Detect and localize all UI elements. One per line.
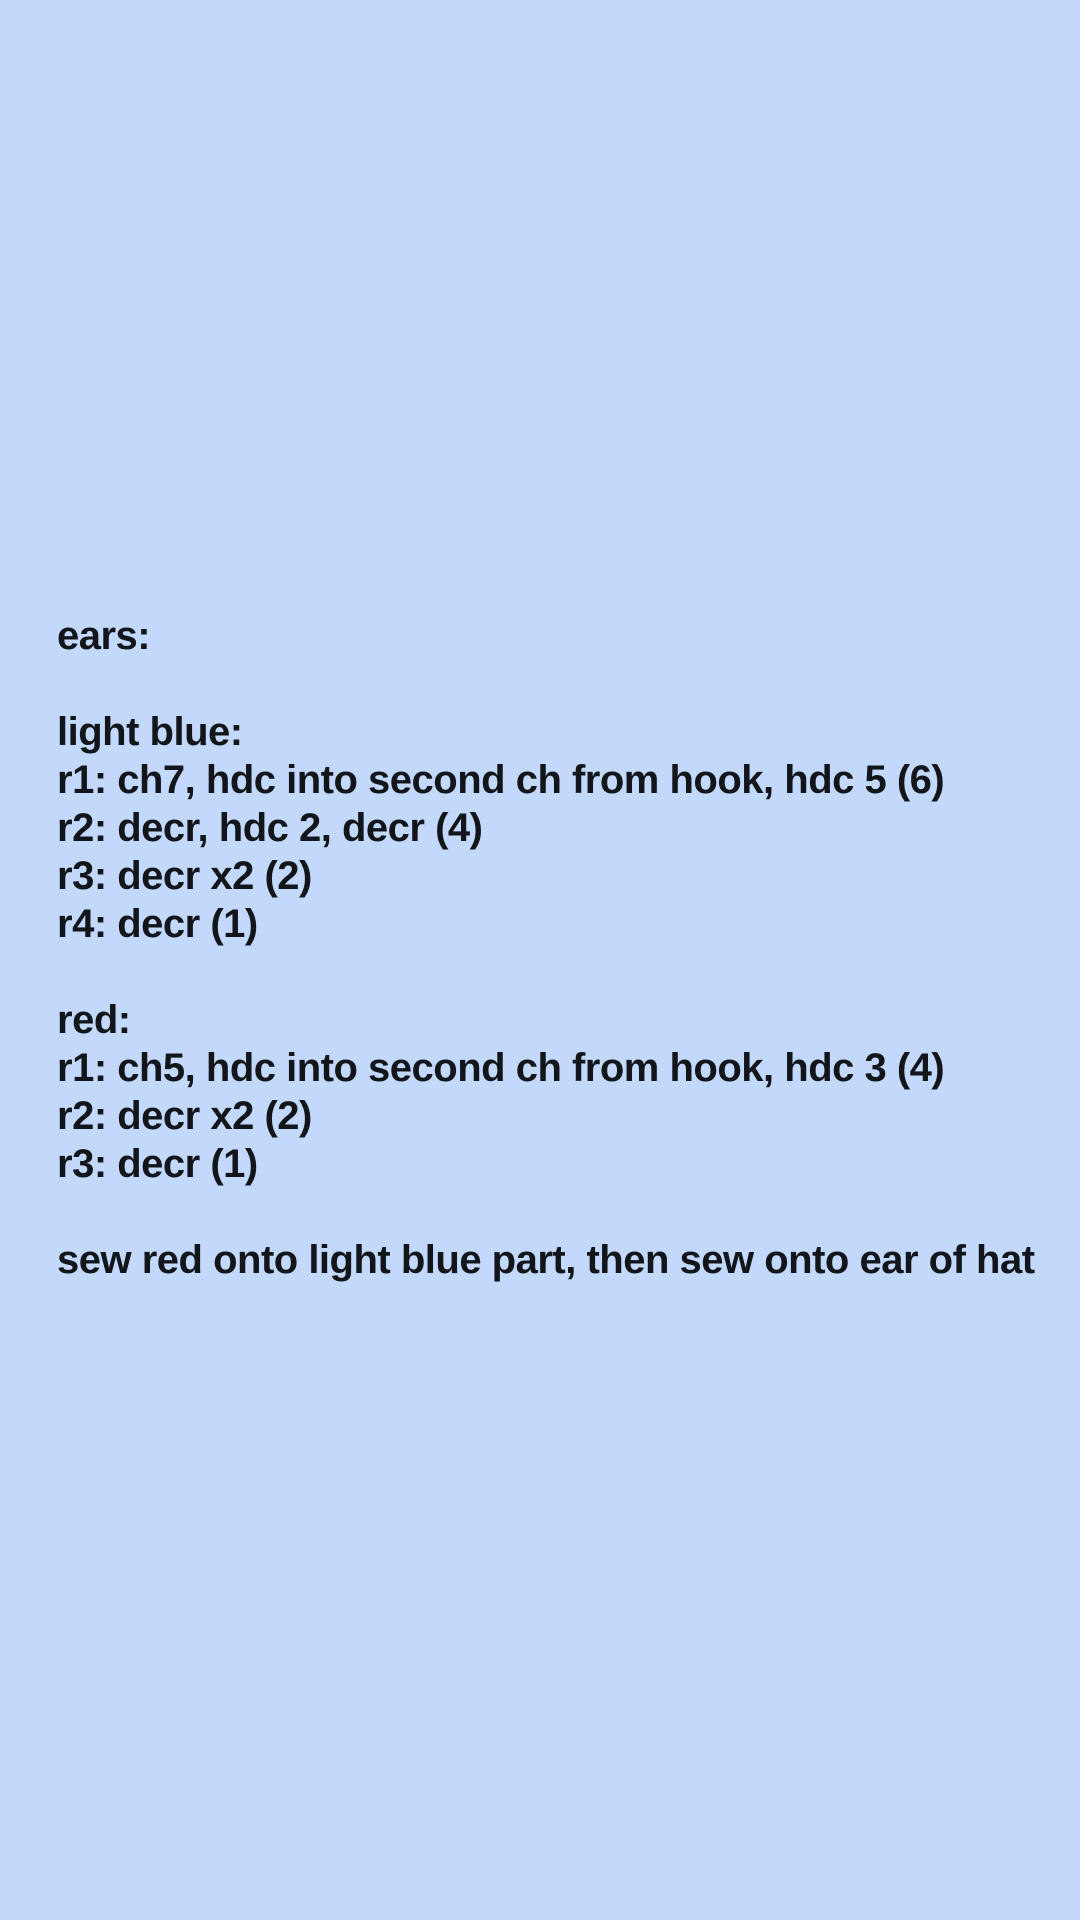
pattern-row: r2: decr x2 (2) [57, 1094, 312, 1138]
pattern-row: r2: decr, hdc 2, decr (4) [57, 806, 483, 850]
part-name: red: [57, 998, 131, 1042]
pattern-row: r1: ch5, hdc into second ch from hook, hdc 3 (4) [57, 1046, 945, 1090]
part-red [57, 996, 1047, 1188]
pattern-row: r3: decr (1) [57, 1142, 258, 1186]
section-title: ears: [57, 614, 151, 658]
pattern-row: r3: decr x2 (2) [57, 854, 312, 898]
part-light-blue [57, 708, 1047, 948]
pattern-row: r1: ch7, hdc into second ch from hook, hdc 5 (6) [57, 758, 945, 802]
assembly-note: sew red onto light blue part, then sew onto ear of hat [57, 1238, 1035, 1282]
pattern-row: r4: decr (1) [57, 902, 258, 946]
part-name: light blue: [57, 710, 243, 754]
pattern-text-block [57, 612, 1047, 1284]
